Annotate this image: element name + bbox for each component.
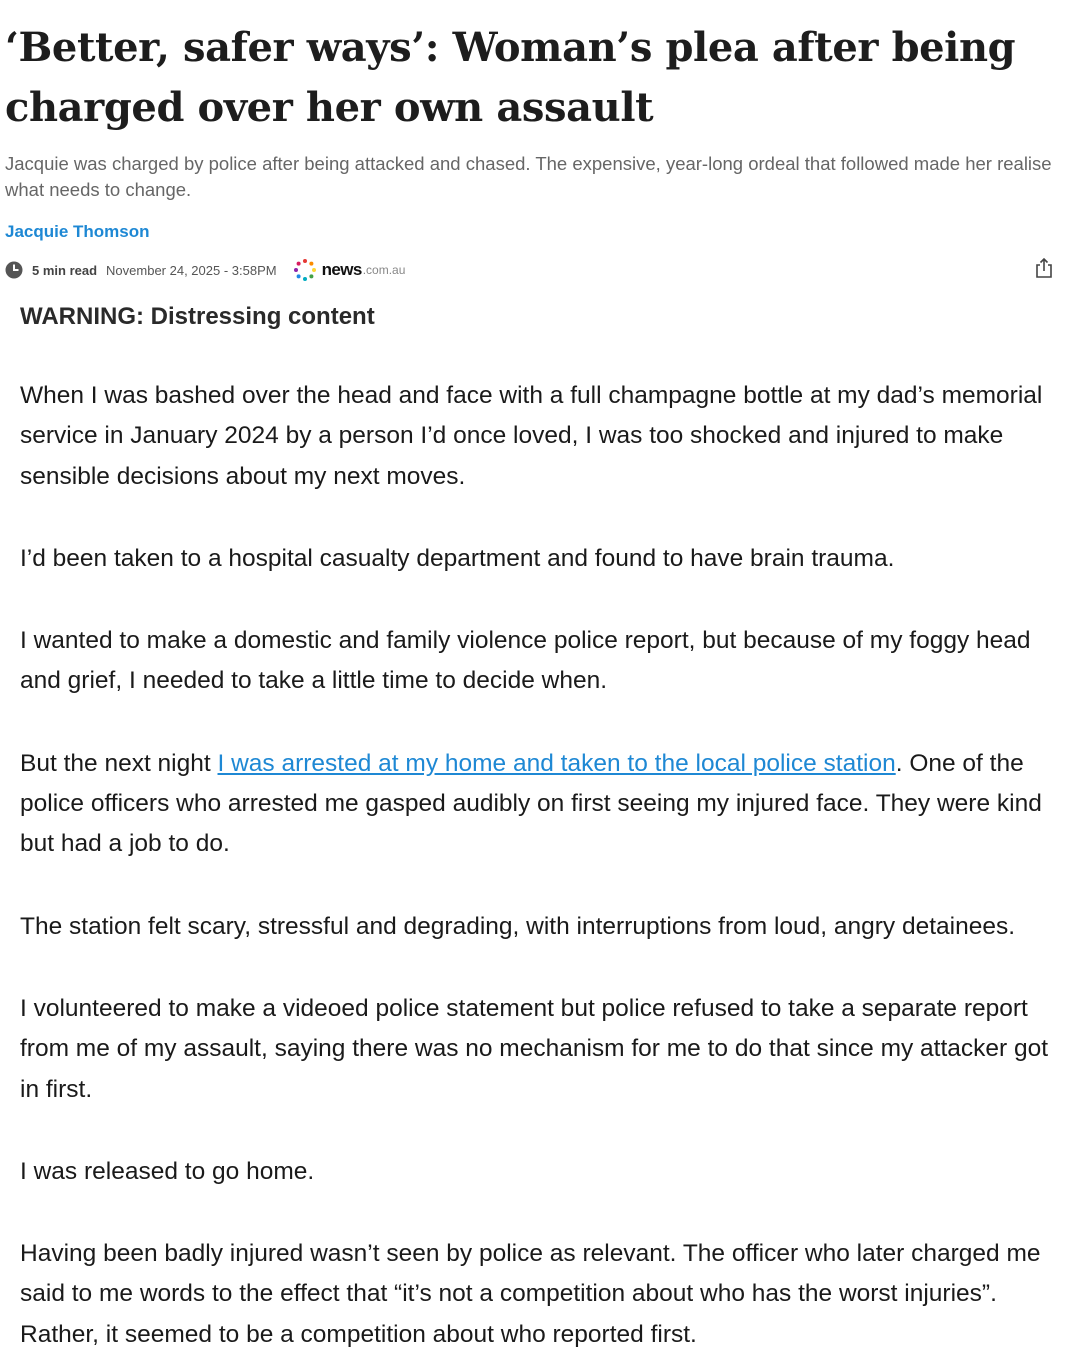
publish-date: November 24, 2025 - 3:58PM: [106, 262, 277, 278]
paragraph: I volunteered to make a videoed police statement but police refused to take a separate report from me of my assault, saying there was no mechanism for me to do that since my attacker got in first.: [20, 994, 1049, 1103]
paragraph: [20, 744, 1072, 865]
source-logo[interactable]: [293, 258, 406, 282]
article-meta: [5, 258, 1055, 282]
news-logo-icon: [293, 258, 317, 282]
article-body: [20, 300, 1072, 1355]
paragraph: I was released to go home.: [20, 1157, 315, 1185]
author-link[interactable]: Jacquie Thomson: [5, 222, 150, 241]
article-standfirst: Jacquie was charged by police after being attacked and chased. The expensive, year-long ordeal that followed made her realise what needs to change.: [5, 153, 1052, 200]
paragraph: I wanted to make a domestic and family violence police report, but because of my foggy head and grief, I needed to take a little time to decide when.: [20, 627, 1031, 695]
paragraph-text: . One of the police officers who arrested me gasped audibly on first seeing my injured face. They were kind but had a job to do.: [20, 749, 1042, 858]
paragraph: The station felt scary, stressful and degrading, with interruptions from loud, angry detainees.: [20, 912, 1016, 940]
arrest-story-link[interactable]: I was arrested at my home and taken to the local police station: [217, 749, 896, 777]
paragraph-text: But the next night: [20, 749, 218, 777]
article-headline: ‘Better, safer ways’: Woman’s plea after being charged over her own assault: [5, 24, 1016, 131]
content-warning: WARNING: Distressing content: [20, 303, 375, 330]
paragraph: When I was bashed over the head and face with a full champagne bottle at my dad’s memorial service in January 2024 by a person I’d once loved, I was too shocked and injured to make sensible decisions about my next moves.: [20, 382, 1043, 490]
read-time: 5 min read: [32, 262, 98, 278]
paragraph: Having been badly injured wasn’t seen by police as relevant. The officer who later charged me said to me words to the effect that “it’s not a competition about who has the worst injuries”. Rather, it seemed to be a competition about who reported first.: [20, 1240, 1041, 1348]
clock-icon: [5, 261, 23, 279]
source-brand: news: [321, 260, 362, 279]
share-icon[interactable]: [1033, 256, 1055, 280]
source-domain: .com.au: [362, 263, 406, 277]
paragraph: I’d been taken to a hospital casualty department and found to have brain trauma.: [20, 544, 895, 572]
